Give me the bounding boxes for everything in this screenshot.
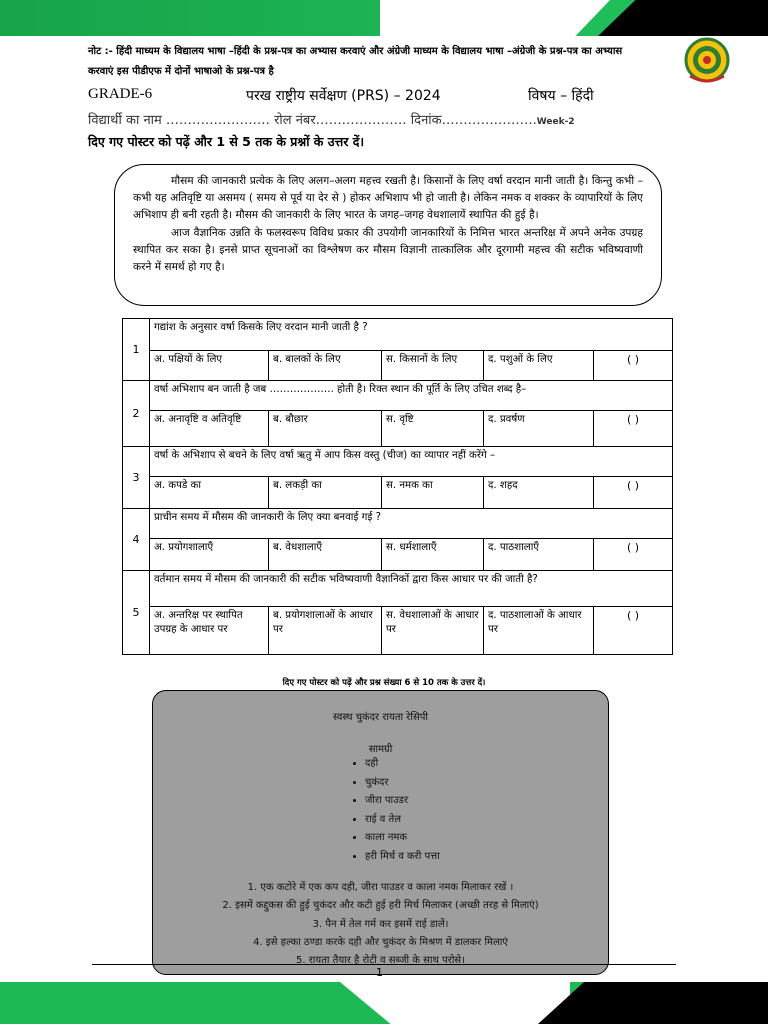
recipe-step: 3. पैन में तेल गर्म कर इसमें राई डालें।: [312, 918, 449, 930]
answer-brackets: ( ): [626, 353, 640, 366]
option-b[interactable]: ब. प्रयोगशालाओं के आधार पर: [269, 607, 382, 655]
option-a[interactable]: अ. पक्षियों के लिए: [150, 351, 269, 381]
answer-brackets: ( ): [626, 609, 640, 622]
sub-instruction: दिए गए पोस्टर को पढ़ें और प्रश्न संख्या 6 से 10 तक के उत्तर दें।: [282, 678, 486, 688]
recipe-step: 4. इसे हल्का ठण्डा करके दही और चुकंदर के मिश्रण में डालकर मिलाएं: [253, 936, 508, 948]
question-table: [122, 318, 673, 655]
option-c[interactable]: स. धर्मशालाएँ: [382, 539, 484, 571]
survey-title: परख राष्ट्रीय सर्वेक्षण (PRS) – 2024: [246, 88, 441, 104]
page-number: 1: [376, 966, 383, 979]
ingredient-item: • चुकंदर: [365, 774, 440, 793]
recipe-poster: [152, 690, 609, 975]
answer-box[interactable]: [594, 351, 673, 381]
question-text: प्राचीन समय में मौसम की जानकारी के लिए क्या बनवाई गई ?: [150, 509, 673, 539]
option-b[interactable]: ब. बालकों के लिए: [269, 351, 382, 381]
question-number: 1: [123, 319, 150, 381]
option-c[interactable]: स. वेधशालाओं के आधार पर: [382, 607, 484, 655]
option-b[interactable]: ब. लकड़ी का: [269, 477, 382, 509]
question-text: वर्षा अभिशाप बन जाती है जब ………………. होती है। रिक्त स्थान की पूर्ति के लिए उचित शब्द है–: [150, 381, 673, 411]
question-number: 2: [123, 381, 150, 447]
option-c[interactable]: स. वृष्टि: [382, 411, 484, 447]
option-b[interactable]: ब. बौछार: [269, 411, 382, 447]
answer-box[interactable]: [594, 477, 673, 509]
question-number: 4: [123, 509, 150, 571]
ingredients-heading: सामग्री: [368, 744, 393, 755]
recipe-steps: [153, 879, 608, 970]
answer-brackets: ( ): [626, 413, 640, 426]
option-d[interactable]: द. प्रवर्षण: [484, 411, 594, 447]
top-white-band: [380, 0, 610, 36]
option-d[interactable]: द. शहद: [484, 477, 594, 509]
question-text: वर्षा के अभिशाप से बचने के लिए वर्षा ऋतु में आप किस वस्तु (चीज) का व्यापार नहीं करेंगे –: [150, 447, 673, 477]
roll-number-field[interactable]: रोल नंबर…………………: [269, 113, 407, 128]
option-c[interactable]: स. किसानों के लिए: [382, 351, 484, 381]
ingredient-item: • हरी मिर्च व करी पत्ता: [365, 848, 440, 867]
footer-rule: [92, 964, 676, 965]
answer-box[interactable]: [594, 539, 673, 571]
passage-paragraph-1: मौसम की जानकारी प्रत्येक के लिए अलग–अलग महत्त्व रखती है। किसानों के लिए वर्षा वरदान मानी जाती है। किन्तु कभी – कभी यह अतिवृष्टि या असमय ( समय से पूर्व या देर से ) होकर अभिशाप भी हो जाती है। लेकिन नमक व शक्कर के व्यापारियों के लिए अभिशाप ही बनी रहती है। मौसम की जानकारी के लिए भारत के जगह–जगह वेधशालायें स्थापित की हुई है।: [133, 175, 643, 222]
recipe-step: 2. इसमें कद्दुकस की हुई चुकंदर और कटी हुई हरी मिर्च मिलाकर (अच्छी तरह से मिलाएं): [222, 900, 539, 912]
passage-paragraph-2: आज वैज्ञानिक उन्नति के फलस्वरूप विविध प्रकार की उपयोगी जानकारियों के निमित्त भारत अन्तरिक्ष में अपने अनेक उपग्रह स्थापित कर सका है। इनसे प्राप्त सूचनाओं का विश्लेषण कर मौसम विज्ञानी तात्कालिक और दूरगामी महत्त्व की सटीक भविष्यवाणी करने में समर्थ हो गए है।: [133, 226, 643, 274]
question-number: 3: [123, 447, 150, 509]
student-name-field[interactable]: विद्यार्थी का नाम ……………………: [88, 113, 270, 128]
option-d[interactable]: द. पाठशालाएँ: [484, 539, 594, 571]
option-b[interactable]: ब. वेधशालाएँ: [269, 539, 382, 571]
note-line-1: नोट :- हिंदी माध्यम के विद्यालय भाषा –हिंदी के प्रश्न-पत्र का अभ्यास करवाएं और अंग्रेजी माध्यम के विद्यालय भाषा –अंग्रेजी के प्रश्न-पत्र का अभ्यास: [88, 46, 623, 57]
ingredient-item: • काला नमक: [365, 829, 440, 848]
student-fields: [88, 110, 575, 128]
grade-label: GRADE-6: [88, 86, 153, 102]
subject-label: विषय – हिंदी: [528, 88, 594, 104]
question-text: वर्तमान समय में मौसम की जानकारी की सटीक भविष्यवाणी वैज्ञानिकों द्वारा किस आधार पर की जाती है?: [150, 571, 673, 607]
recipe-step: 5. रायता तैयार है रोटी व सब्जी के साथ परोसे।: [296, 955, 465, 967]
option-a[interactable]: अ. अन्तरिक्ष पर स्थापित उपग्रह के आधार पर: [150, 607, 269, 655]
option-a[interactable]: अ. प्रयोगशालाएँ: [150, 539, 269, 571]
week-label: Week-2: [536, 117, 575, 127]
recipe-step: 1. एक कटोरे में एक कप दही, जीरा पाउडर व काला नमक मिलाकर रखें ।: [247, 882, 514, 893]
ingredient-item: • जीरा पाउडर: [365, 792, 440, 811]
option-a[interactable]: अ. कपडे का: [150, 477, 269, 509]
passage-box: [114, 164, 662, 306]
option-c[interactable]: स. नमक का: [382, 477, 484, 509]
answer-brackets: ( ): [626, 479, 640, 492]
ingredient-item: • राई व तेल: [365, 811, 440, 830]
option-d[interactable]: द. पाठशालाओं के आधार पर: [484, 607, 594, 655]
option-a[interactable]: अ. अनावृष्टि व अतिवृष्टि: [150, 411, 269, 447]
answer-brackets: ( ): [626, 541, 640, 554]
question-number: 5: [123, 571, 150, 655]
ingredient-list: [353, 755, 440, 866]
option-d[interactable]: द. पशुओं के लिए: [484, 351, 594, 381]
question-text: गद्यांश के अनुसार वर्षा किसके लिए वरदान मानी जाती है ?: [150, 319, 673, 351]
answer-box[interactable]: [594, 607, 673, 655]
date-field[interactable]: दिनांक………………….: [410, 113, 537, 128]
note-text: [88, 42, 678, 82]
instruction-heading: दिए गए पोस्टर को पढ़ें और 1 से 5 तक के प्रश्नों के उत्तर दें।: [88, 134, 365, 149]
ingredient-item: • दही: [365, 755, 440, 774]
recipe-title: स्वस्थ चुकंदर रायता रेसिपी: [333, 712, 428, 723]
answer-box[interactable]: [594, 411, 673, 447]
note-line-2: करवाएं इस पीडीएफ में दोनों भाषाओ के प्रश्न-पत्र है: [88, 66, 274, 77]
emblem-logo-icon: [682, 36, 732, 84]
